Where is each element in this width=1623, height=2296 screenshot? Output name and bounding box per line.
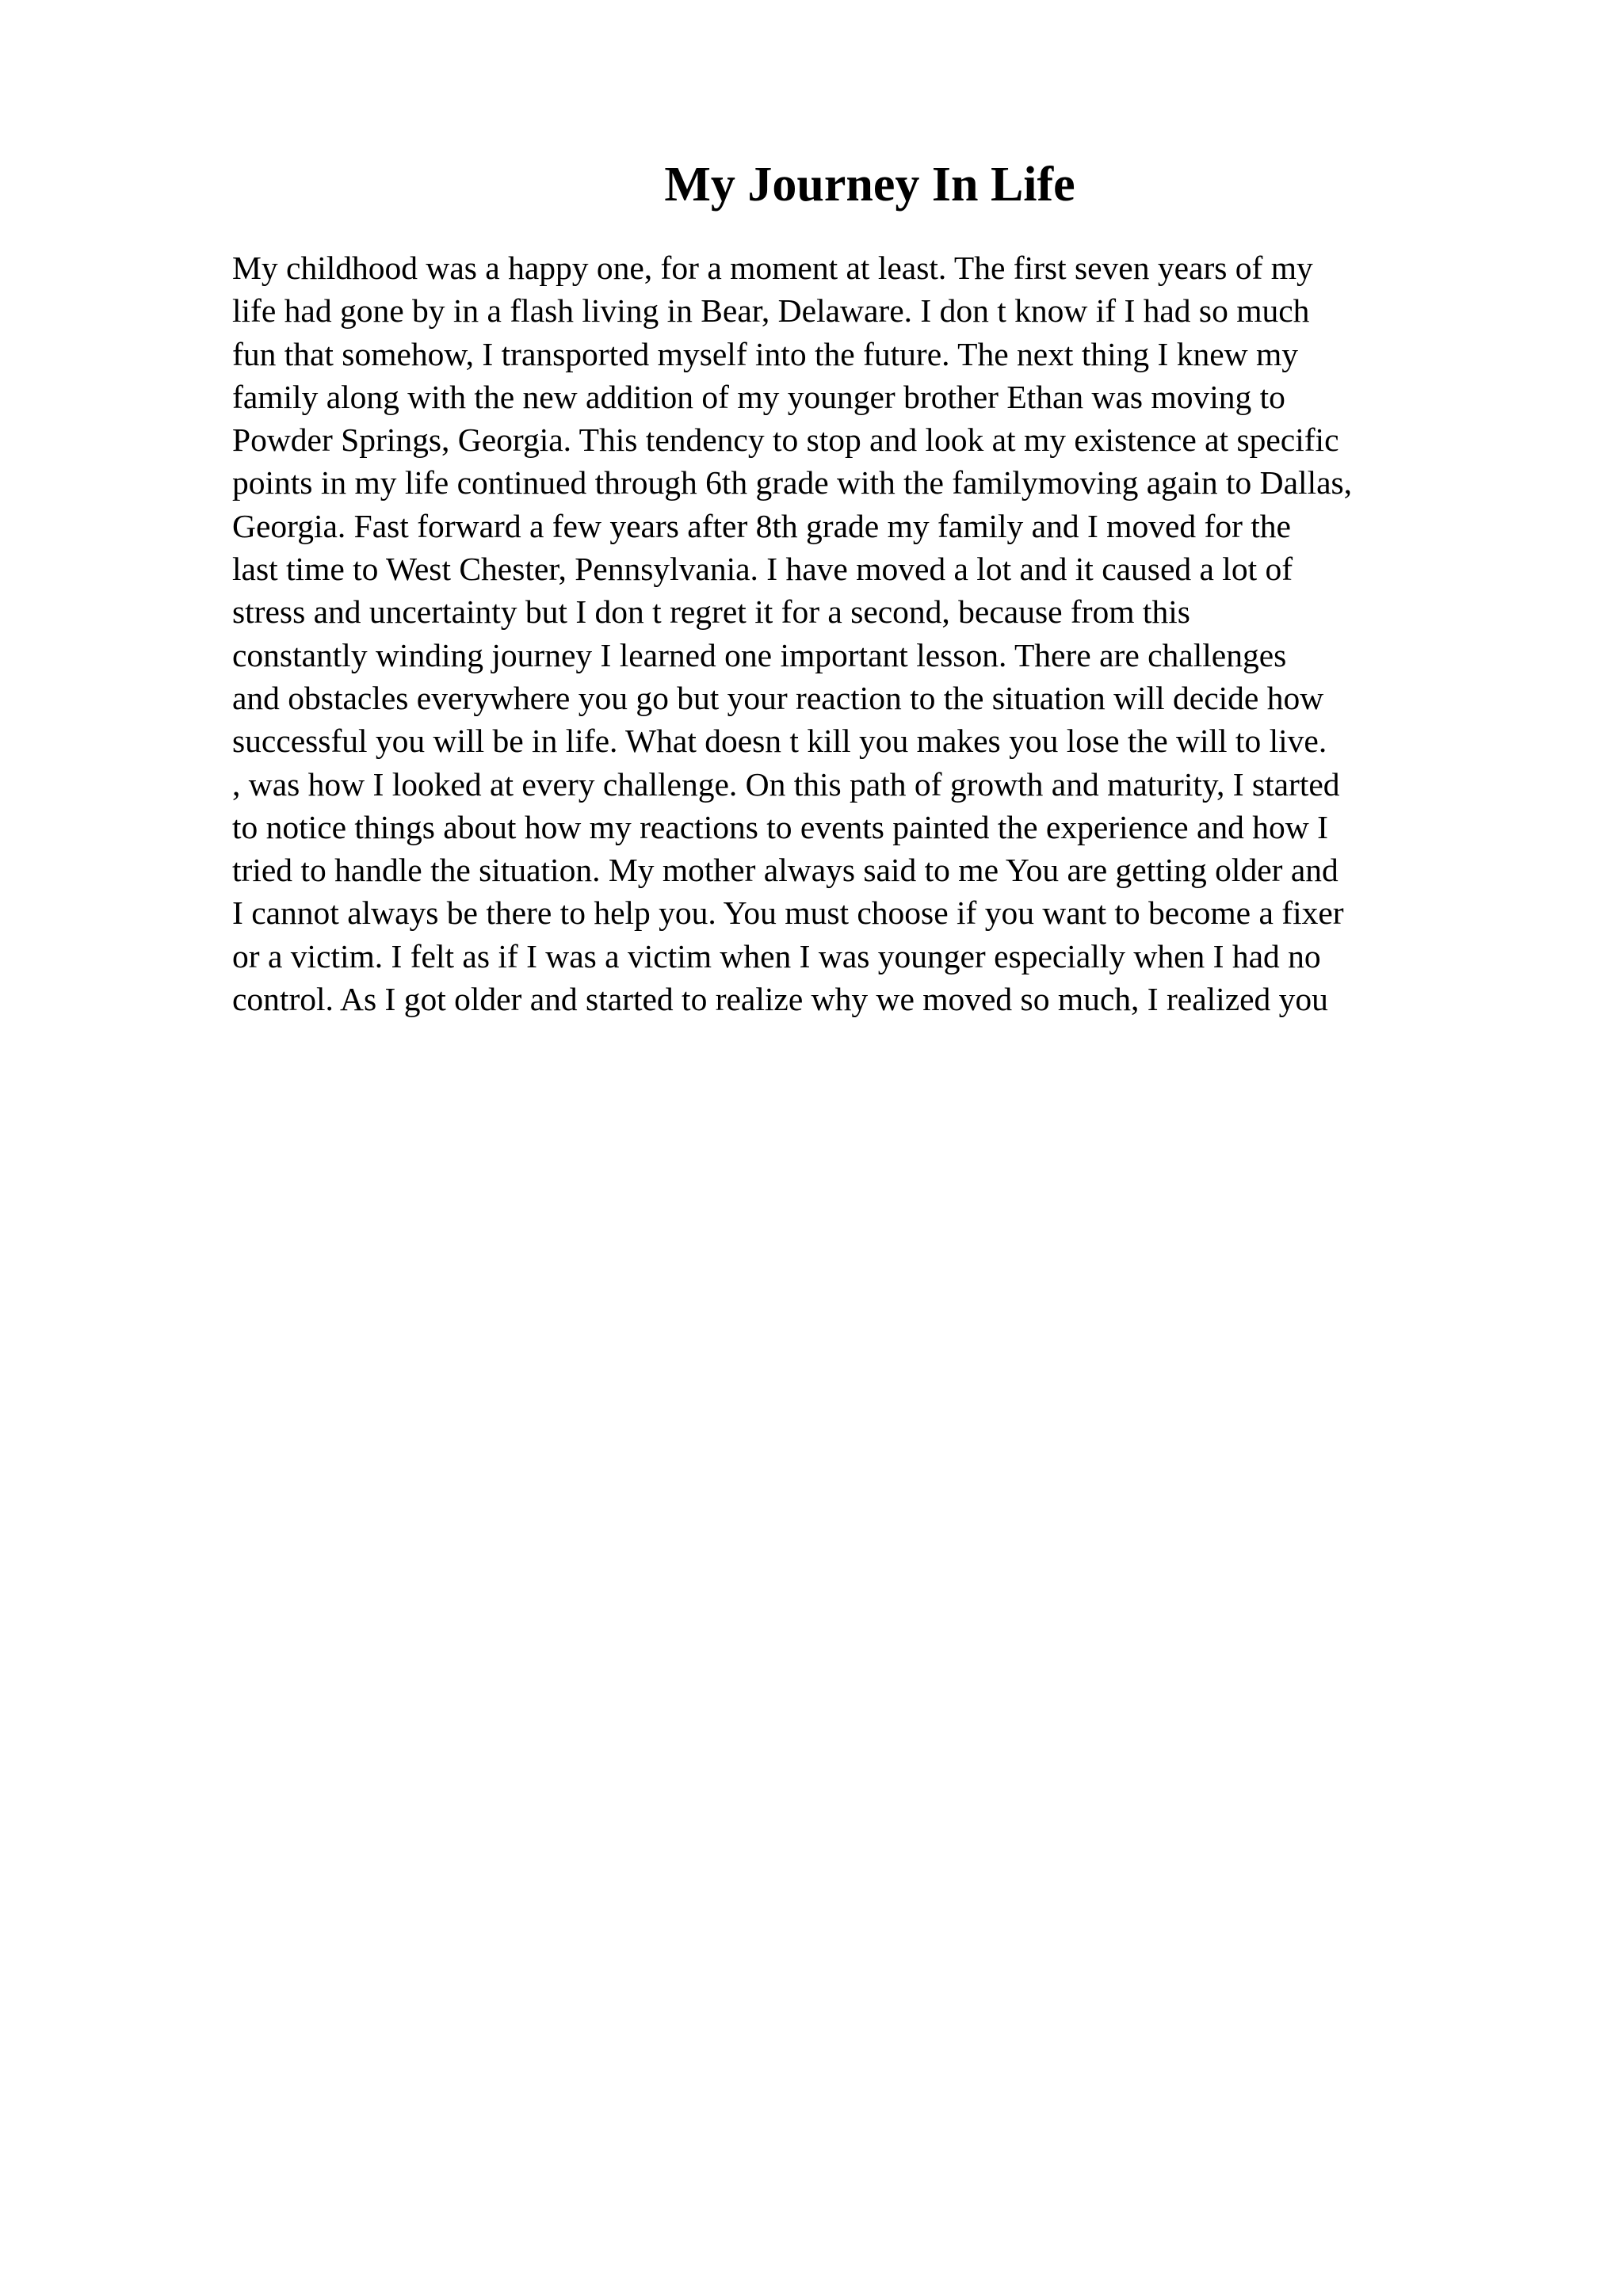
body-line: or a victim. I felt as if I was a victim when I was younger especially when I had no	[232, 937, 1321, 974]
body-line: life had gone by in a flash living in Bear, Delaware. I don t know if I had so much	[232, 292, 1310, 330]
body-line: Powder Springs, Georgia. This tendency to stop and look at my existence at specific	[232, 421, 1339, 459]
document-title: My Journey In Life	[664, 158, 1075, 212]
body-line: to notice things about how my reactions to events painted the experience and how I	[232, 808, 1328, 845]
body-line: family along with the new addition of my younger brother Ethan was moving to	[232, 378, 1285, 415]
body-line: My childhood was a happy one, for a moment at least. The first seven years of my	[232, 250, 1313, 286]
body-line: last time to West Chester, Pennsylvania. I have moved a lot and it caused a lot of	[232, 551, 1293, 588]
body-line: control. As I got older and started to realize why we moved so much, I realized you	[232, 981, 1328, 1018]
body-line: tried to handle the situation. My mother always said to me You are getting older and	[232, 852, 1338, 889]
body-line: stress and uncertainty but I don t regret it for a second, because from this	[232, 593, 1190, 631]
body-line: points in my life continued through 6th grade with the familymoving again to Dallas,	[232, 464, 1353, 502]
body-line: constantly winding journey I learned one important lesson. There are challenges	[232, 636, 1287, 673]
body-line: successful you will be in life. What doesn t kill you makes you lose the will to live.	[232, 723, 1327, 760]
document-body	[232, 246, 1516, 1020]
body-line: fun that somehow, I transported myself into the future. The next thing I knew my	[232, 335, 1299, 372]
body-line: , was how I looked at every challenge. On this path of growth and maturity, I started	[232, 765, 1340, 803]
body-line: and obstacles everywhere you go but your reaction to the situation will decide how	[232, 679, 1324, 716]
body-line: Georgia. Fast forward a few years after 8th grade my family and I moved for the	[232, 507, 1291, 544]
body-line: I cannot always be there to help you. You must choose if you want to become a fixer	[232, 894, 1344, 932]
